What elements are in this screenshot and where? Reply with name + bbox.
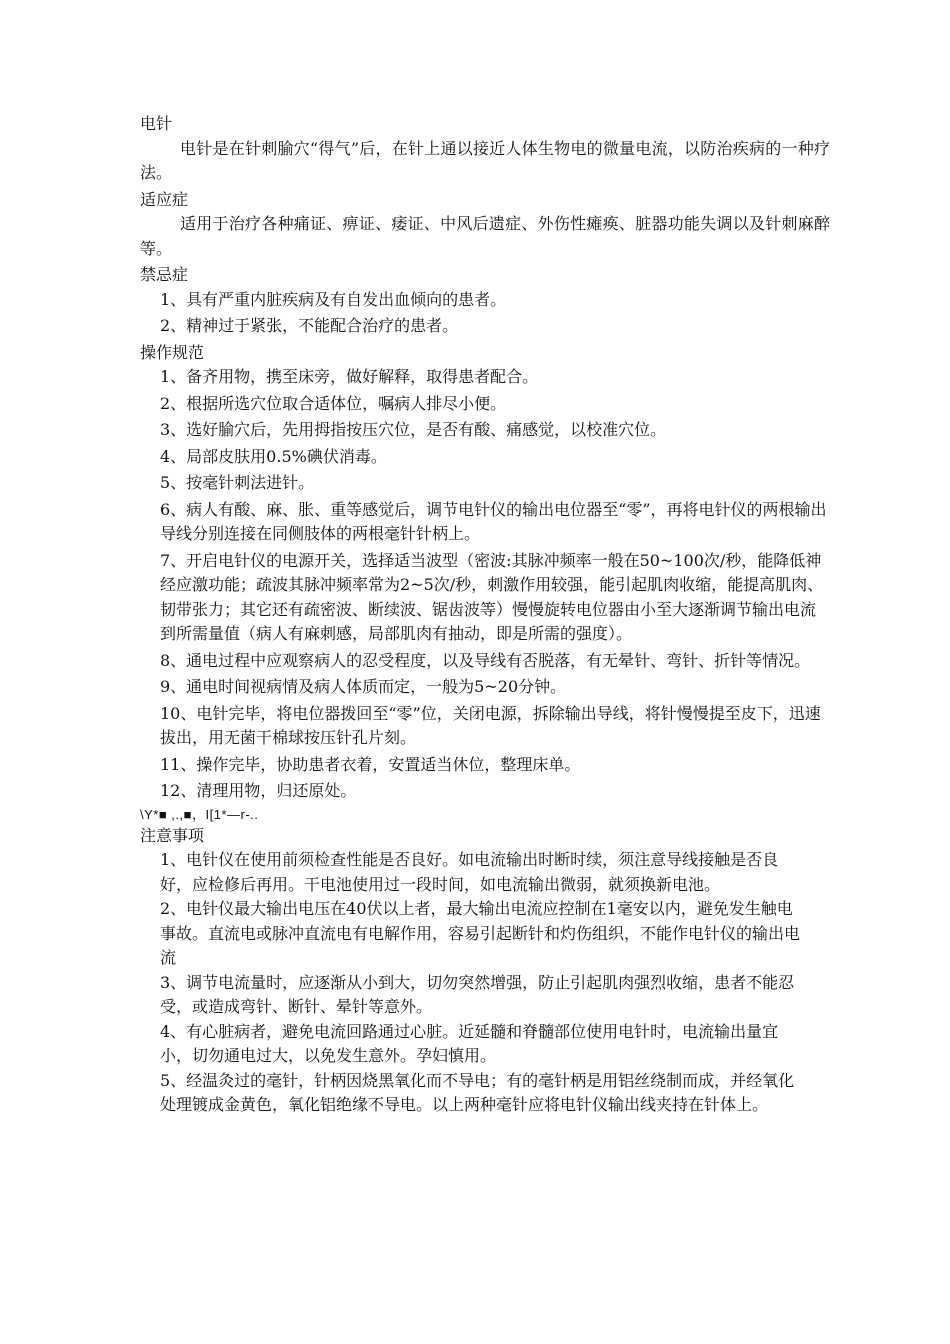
list-item: 1、备齐用物，携至床旁，做好解释，取得患者配合。 bbox=[160, 367, 539, 386]
contraindications-heading: 禁忌症 bbox=[140, 265, 189, 284]
list-item: 1、电针仪在使用前须检查性能是否良好。如电流输出时断时续，须注意导线接触是否良好，应检修后再用。干电池使用过一段时间，如电流输出微弱，就须换新电池。 bbox=[160, 850, 779, 894]
list-item: 4、有心脏病者，避免电流回路通过心脏。近延髓和脊髓部位使用电针时，电流输出量宜小，切勿通电过大，以免发生意外。孕妇慎用。 bbox=[160, 1021, 779, 1065]
contraindications-list bbox=[140, 288, 830, 339]
list-item: 9、通电时间视病情及病人体质而定，一般为5~20分钟。 bbox=[160, 677, 567, 696]
list-item: 10、电针完毕，将电位器拨回至“零”位，关闭电源，拆除输出导线，将针慢慢提至皮下，迅速拔出，用无菌干棉球按压针孔片刻。 bbox=[160, 703, 821, 747]
list-item: 12、清理用物，归还原处。 bbox=[160, 781, 357, 800]
list-item: 1、具有严重内脏疾病及有自发出血倾向的患者。 bbox=[160, 289, 507, 309]
list-item: 2、精神过于紧张，不能配合治疗的患者。 bbox=[160, 316, 459, 335]
indications-paragraph: 适用于治疗各种痛证、痹证、痿证、中风后遗症、外伤性瘫痪、脏器功能失调以及针刺麻醉等。 bbox=[140, 214, 830, 258]
list-item: 11、操作完毕，协助患者衣着，安置适当休位，整理床单。 bbox=[160, 754, 581, 774]
procedure-heading: 操作规范 bbox=[140, 342, 205, 362]
list-item: 7、开启电针仪的电源开关，选择适当波型（密波:其脉冲频率一般在50~100次/秒，能降低神经应激功能；疏波其脉冲频率常为2~5次/秒，刺激作用较强，能引起肌肉收缩，能提高肌肉、韧带张力；其它还有疏密波、断续波、锯齿波等）慢慢旋转电位器由小至大逐渐调节输出电流到所需量值（病人有麻刺感，局部肌肉有抽动，即是所需的强度）。 bbox=[160, 550, 824, 643]
precautions-heading: 注意事项 bbox=[140, 825, 205, 845]
ocr-artifact-line: \Y*■ ,.,■，I[1*—r-.. bbox=[140, 806, 259, 822]
list-item: 8、通电过程中应观察病人的忍受程度，以及导线有否脱落，有无晕针、弯针、折针等情况。 bbox=[160, 650, 811, 670]
list-item: 5、经温灸过的毫针，针柄因烧黑氧化而不导电；有的毫针柄是用铝丝绕制而成，并经氧化处理镀成金黄色，氧化铝绝缘不导电。以上两种毫针应将电针仪输出线夹持在针体上。 bbox=[160, 1070, 795, 1114]
indications-heading: 适应症 bbox=[140, 189, 189, 209]
intro-paragraph: 电针是在针刺腧穴“得气”后，在针上通以接近人体生物电的微量电流，以防治疾病的一种疗法。 bbox=[140, 138, 830, 182]
precautions-list bbox=[140, 848, 830, 1118]
list-item: 6、病人有酸、麻、胀、重等感觉后，调节电针仪的输出电位器至“零”，再将电针仪的两根输出导线分别连接在同侧肢体的两根毫针针柄上。 bbox=[160, 499, 827, 543]
list-item: 2、根据所选穴位取合适体位，嘱病人排尽小便。 bbox=[160, 393, 507, 413]
list-item: 3、选好腧穴后，先用拇指按压穴位，是否有酸、痛感觉，以校准穴位。 bbox=[160, 420, 667, 439]
document-title: 电针 bbox=[140, 114, 173, 133]
procedure-list bbox=[140, 365, 830, 804]
list-item: 4、局部皮肤用0.5%碘伏消毒。 bbox=[160, 446, 387, 466]
list-item: 5、按毫针刺法进针。 bbox=[160, 473, 315, 492]
list-item: 3、调节电流量时，应逐渐从小到大，切勿突然增强，防止引起肌肉强烈收缩，患者不能忍受，或造成弯针、断针、晕针等意外。 bbox=[160, 972, 795, 1016]
document-page bbox=[140, 112, 830, 1118]
list-item: 2、电针仪最大输出电压在40伏以上者，最大输出电流应控制在1毫安以内，避免发生触电事故。直流电或脉冲直流电有电解作用，容易引起断针和灼伤组织，不能作电针仪的输出电流 bbox=[160, 899, 801, 967]
